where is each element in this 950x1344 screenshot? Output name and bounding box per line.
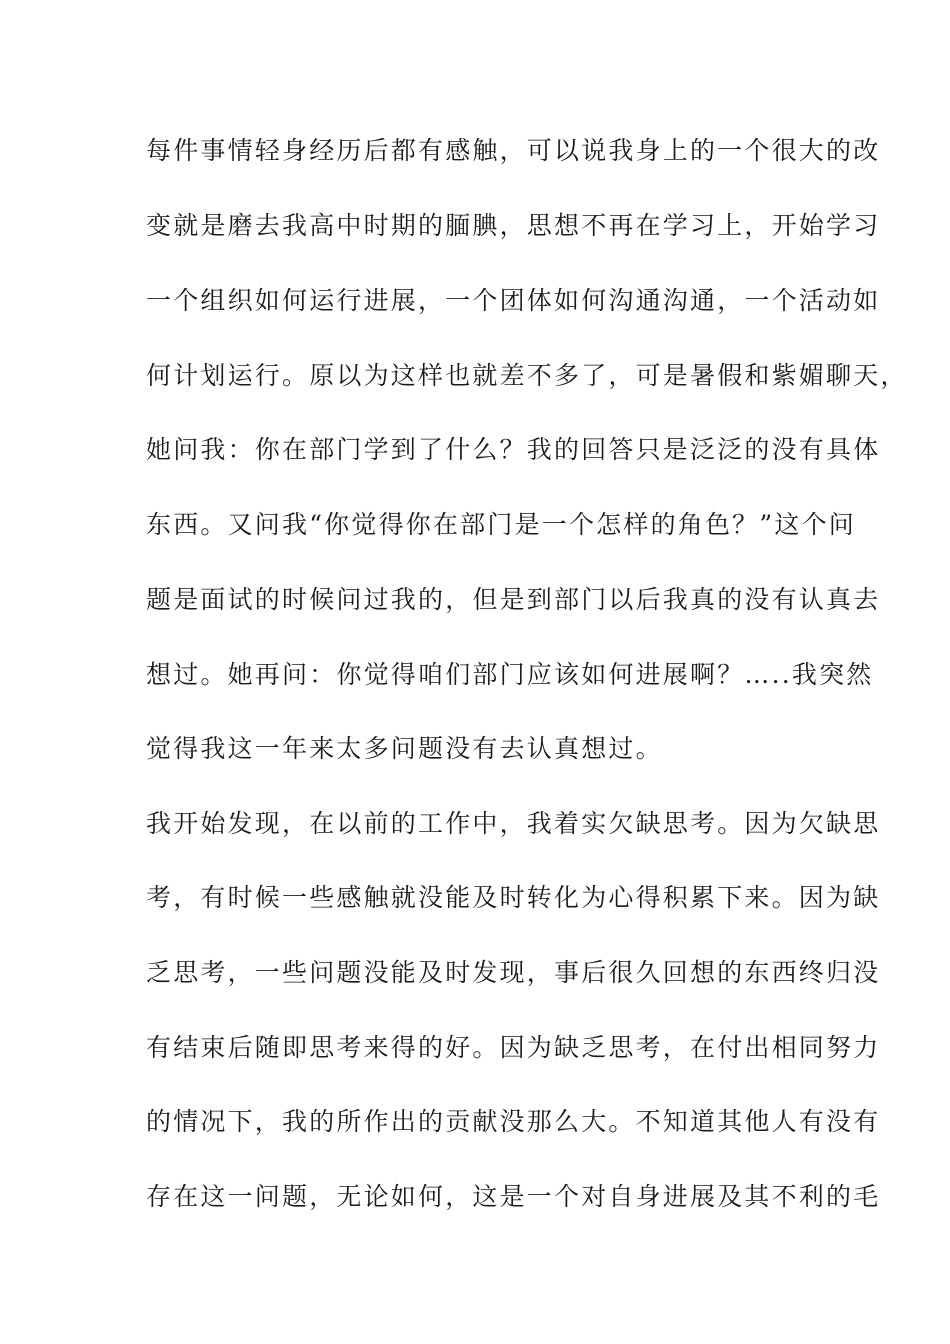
text-line: 她问我：你在部门学到了什么？我的回答只是泛泛的没有具体 (146, 435, 881, 464)
text-line: 乏思考，一些问题没能及时发现，事后很久回想的东西终归没 (146, 958, 881, 987)
text-line: 每件事情轻身经历后都有感触，可以说我身上的一个很大的改 (146, 136, 881, 165)
text-line: 考，有时候一些感触就没能及时转化为心得积累下来。因为缺 (146, 883, 881, 912)
text-line: 的情况下，我的所作出的贡献没那么大。不知道其他人有没有 (146, 1107, 881, 1136)
text-line: 有结束后随即思考来得的好。因为缺乏思考，在付出相同努力 (146, 1033, 881, 1062)
text-line: 东西。又问我“你觉得你在部门是一个怎样的角色？”这个问 (146, 510, 856, 539)
text-line: 一个组织如何运行进展，一个团体如何沟通沟通，一个活动如 (146, 286, 881, 315)
text-line: 何计划运行。原以为这样也就差不多了，可是暑假和紫媚聊天， (146, 361, 908, 390)
text-line: 觉得我这一年来太多问题没有去认真想过。 (146, 734, 663, 763)
text-line: 题是面试的时候问过我的，但是到部门以后我真的没有认真去 (146, 585, 881, 614)
text-line: 存在这一问题，无论如何，这是一个对自身进展及其不利的毛 (146, 1182, 881, 1211)
text-line: 我开始发现，在以前的工作中，我着实欠缺思考。因为欠缺思 (146, 809, 881, 838)
text-line: 变就是磨去我高中时期的腼腆，思想不再在学习上，开始学习 (146, 211, 881, 240)
text-line: 想过。她再问：你觉得咱们部门应该如何进展啊？…..我突然 (146, 660, 874, 689)
